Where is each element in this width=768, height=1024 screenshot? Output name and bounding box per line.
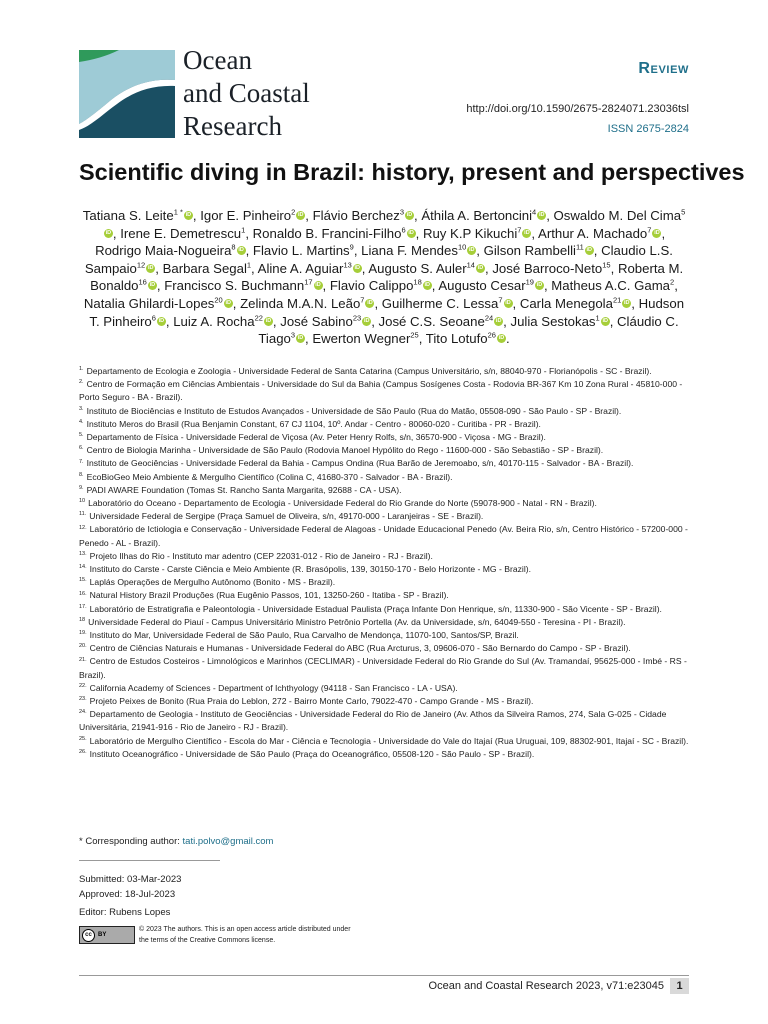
affiliation-item bbox=[79, 457, 689, 470]
corresponding-author bbox=[79, 836, 273, 847]
author-affiliation-number: 21 bbox=[612, 295, 622, 305]
affiliation-item bbox=[79, 550, 689, 563]
author-separator: , bbox=[353, 243, 362, 259]
author-separator: , bbox=[661, 225, 666, 241]
journal-name-line: Ocean bbox=[183, 45, 252, 75]
author bbox=[438, 278, 551, 293]
orcid-icon[interactable]: iD bbox=[363, 317, 370, 324]
author-separator: , bbox=[272, 313, 281, 329]
author bbox=[84, 296, 240, 311]
author-separator: , bbox=[155, 260, 163, 276]
affiliation-text: Departamento de Ecologia e Zoologia - Universidade Federal de Santa Catarina (Campus Universitário, s/n, 88040-970 - Florianópolis - SC - Brazil). bbox=[86, 366, 652, 376]
orcid-icon[interactable]: iD bbox=[469, 247, 475, 254]
orcid-icon[interactable]: iD bbox=[298, 212, 304, 218]
submitted-date: Submitted: 03-Mar-2023 bbox=[79, 874, 182, 885]
author-affiliation-number: 7 bbox=[517, 225, 522, 235]
affiliation-number: 24. bbox=[79, 709, 87, 716]
author-affiliation-number: 23 bbox=[352, 313, 362, 323]
affiliation-item bbox=[79, 365, 689, 378]
affiliation-number: 20. bbox=[79, 643, 87, 650]
affiliation-item bbox=[79, 695, 689, 708]
author-affiliation-number: 17 bbox=[304, 277, 313, 287]
author-affiliation-number: 1 * bbox=[173, 207, 183, 217]
author bbox=[492, 261, 618, 276]
author-separator: , bbox=[610, 260, 618, 276]
orcid-icon[interactable]: iD bbox=[147, 264, 154, 271]
affiliation-number: 22. bbox=[79, 683, 87, 690]
affiliation-text: Centro de Formação em Ciências Ambientais - Universidade do Sul da Bahia (Campus Sosígenes Costa - Rodovia BR-367 Km 10 Zona Rural - 45810-000 - Porto Seguro - BA - Brazil). bbox=[79, 379, 683, 403]
author-affiliation-number: 24 bbox=[484, 313, 494, 323]
corresponding-email-link[interactable]: tati.polvo@gmail.com bbox=[182, 836, 274, 847]
affiliation-text: Departamento de Física - Universidade Federal de Viçosa (Av. Peter Henry Rolfs, s/n, 36570-900 - Viçosa - MG - Brazil). bbox=[86, 432, 546, 443]
doi-link[interactable]: http://doi.org/10.1590/2675-2824071.23036tsl bbox=[466, 103, 689, 115]
author-separator: , bbox=[322, 278, 330, 294]
author bbox=[164, 278, 330, 293]
orcid-icon[interactable]: iD bbox=[238, 247, 244, 254]
affiliation-item bbox=[79, 603, 689, 616]
license-text bbox=[139, 925, 379, 946]
author-separator: , bbox=[609, 313, 618, 329]
author-separator: , bbox=[431, 278, 439, 294]
author-affiliation-number: 2 bbox=[670, 277, 675, 287]
author-name: Luiz A. Rocha bbox=[173, 313, 255, 329]
affiliation-number: 17. bbox=[79, 603, 87, 610]
author bbox=[280, 314, 378, 329]
orcid-icon[interactable]: iD bbox=[406, 212, 413, 218]
affiliation-text: Laboratório de Mergulho Científico - Escola do Mar - Ciência e Tecnologia - Universidade do Vale do Itajaí (Rua Uruguai, 109, 88302-901, Itajaí - SC - Brazil). bbox=[89, 735, 689, 746]
license-line: © 2023 The authors. This is an open access article distributed under bbox=[139, 926, 351, 933]
author-name: Carla Menegola bbox=[519, 295, 613, 311]
orcid-icon[interactable]: iD bbox=[315, 282, 321, 289]
affiliation-number: 11. bbox=[79, 511, 87, 518]
affiliation-text: Laboratório de Ictiologia e Conservação - Universidade Federal de Alagoas - Unidade Educacional Penedo (Av. Beira Rio, s/n, Centro Histórico - 57200-000 - Penedo - AL - Brazil). bbox=[79, 524, 688, 548]
issn: ISSN 2675-2824 bbox=[607, 123, 689, 135]
author-separator: . bbox=[505, 331, 510, 347]
affiliation-text: Laplás Operações de Mergulho Autônomo (Bonito - MS - Brazil). bbox=[89, 577, 336, 588]
author-affiliation-number: 25 bbox=[410, 330, 419, 340]
author-name: Ruy K.P Kikuchi bbox=[422, 225, 518, 241]
author-name: Flávio Berchez bbox=[312, 208, 400, 223]
author-name: Tatiana S. Leite bbox=[82, 208, 174, 223]
affiliation-item bbox=[79, 405, 689, 418]
affiliation-item bbox=[79, 484, 689, 497]
author-name: Rodrigo Maia-Nogueira bbox=[95, 243, 232, 259]
author bbox=[253, 243, 361, 258]
affiliation-number: 16. bbox=[79, 590, 87, 597]
affiliation-item bbox=[79, 655, 689, 681]
author-separator: , bbox=[418, 331, 426, 347]
orcid-icon[interactable]: iD bbox=[149, 282, 156, 289]
orcid-icon[interactable]: iD bbox=[105, 229, 112, 236]
affiliation-number: 18 bbox=[79, 617, 86, 623]
affiliation-list bbox=[79, 365, 689, 761]
journal-logo bbox=[79, 50, 175, 138]
author bbox=[163, 261, 258, 276]
affiliation-text: Instituto de Geociências - Universidade Federal da Bahia - Campus Ondina (Rua Barão de Jeremoabo, s/n, 40170-115 - Salvador - BA - Brazil). bbox=[86, 458, 634, 469]
affiliation-item bbox=[79, 378, 689, 404]
author-separator: , bbox=[232, 295, 241, 311]
affiliation-number: 13. bbox=[79, 550, 87, 557]
author-separator: , bbox=[484, 260, 493, 276]
author-separator: , bbox=[245, 225, 253, 241]
affiliation-item bbox=[79, 444, 689, 457]
author-separator: , bbox=[546, 208, 554, 223]
affiliation-text: Universidade Federal de Sergipe (Praça Samuel de Oliveira, s/n, 49170-000 - Laranjeiras - SE - Brazil). bbox=[89, 511, 484, 522]
author bbox=[421, 208, 553, 223]
license-line: the terms of the Creative Commons license. bbox=[139, 936, 276, 944]
author-name: José C.S. Seoane bbox=[378, 313, 485, 329]
author-affiliation-number: 10 bbox=[457, 242, 467, 252]
affiliation-item bbox=[79, 523, 689, 549]
article-dates bbox=[79, 872, 181, 902]
affiliation-item bbox=[79, 642, 689, 655]
orcid-icon[interactable]: iD bbox=[538, 212, 545, 218]
author-name: Flavio Calippo bbox=[329, 278, 414, 294]
article-title: Scientific diving in Brazil: history, present and perspectives bbox=[79, 159, 745, 185]
by-icon: BY bbox=[98, 932, 107, 938]
author-affiliation-number: 19 bbox=[525, 277, 534, 287]
author bbox=[520, 296, 639, 311]
affiliation-text: Natural History Brazil Produções (Rua Eugênio Passos, 101, 13250-260 - Itatiba - SP - Brazil). bbox=[89, 590, 449, 601]
orcid-icon[interactable]: iD bbox=[408, 229, 414, 236]
orcid-icon[interactable]: iD bbox=[586, 247, 593, 254]
author-affiliation-number: 5 bbox=[681, 207, 686, 217]
author-name: Guilherme C. Lessa bbox=[381, 295, 499, 311]
author-affiliation-number: 16 bbox=[138, 277, 147, 287]
orcid-icon[interactable]: iD bbox=[624, 299, 630, 306]
author-separator: , bbox=[674, 278, 678, 294]
cc-by-badge[interactable] bbox=[79, 926, 135, 944]
affiliation-number: 2. bbox=[79, 379, 84, 386]
affiliation-item bbox=[79, 471, 689, 484]
author-separator: , bbox=[631, 295, 639, 311]
author-name: Cláudio C. Tiago bbox=[258, 313, 679, 347]
author-name: Arthur A. Machado bbox=[538, 225, 648, 241]
section-label: Review bbox=[638, 60, 689, 77]
affiliation-item bbox=[79, 682, 689, 695]
affiliation-text: California Academy of Sciences - Department of Ichthyology (94118 - San Francisco - LA - USA). bbox=[89, 682, 458, 693]
orcid-icon[interactable]: iD bbox=[225, 299, 231, 306]
author-separator: , bbox=[245, 243, 253, 259]
author bbox=[253, 226, 423, 241]
editor: Editor: Rubens Lopes bbox=[79, 907, 171, 918]
affiliation-number: 21. bbox=[79, 656, 87, 663]
affiliation-text: Instituto do Mar, Universidade Federal de São Paulo, Rua Carvalho de Mendonça, 11070-100, Santos/SP, Brazil. bbox=[89, 630, 519, 641]
author-affiliation-number: 4 bbox=[532, 207, 537, 217]
affiliation-number: 8. bbox=[79, 471, 84, 478]
author-affiliation-number: 7 bbox=[647, 225, 652, 235]
author-affiliation-number: 7 bbox=[498, 295, 503, 305]
author-affiliation-number: 26 bbox=[487, 330, 496, 340]
author-affiliation-number: 7 bbox=[360, 295, 365, 305]
author-name: Ronaldo B. Francini-Filho bbox=[252, 225, 402, 241]
page-number: 1 bbox=[670, 978, 689, 994]
author bbox=[538, 226, 665, 241]
author-name: Gilson Rambelli bbox=[483, 243, 576, 259]
author-name: Natalia Ghilardi-Lopes bbox=[83, 295, 215, 311]
author-affiliation-number: 12 bbox=[136, 260, 146, 270]
author-name: Flavio L. Martins bbox=[252, 243, 350, 259]
orcid-icon[interactable]: iD bbox=[185, 212, 192, 218]
author-separator: , bbox=[503, 313, 511, 329]
author bbox=[368, 261, 492, 276]
affiliation-number: 5. bbox=[79, 432, 84, 439]
affiliation-text: Departamento de Geologia - Instituto de Geociências - Universidade Federal do Rio de Janeiro (Av. Athos da Silveira Ramos, 274, Sala G-025 - Cidade Universitária, 21941-916 - Rio de Janeiro - RJ - Brazil). bbox=[79, 709, 667, 733]
affiliation-number: 4. bbox=[79, 418, 84, 425]
affiliation-item bbox=[79, 708, 689, 734]
author-affiliation-number: 1 bbox=[241, 225, 246, 235]
author-affiliation-number: 15 bbox=[602, 260, 611, 270]
author-separator: , bbox=[415, 225, 423, 241]
affiliation-number: 15. bbox=[79, 577, 87, 584]
author-separator: , bbox=[192, 208, 201, 223]
author-affiliation-number: 9 bbox=[349, 242, 354, 252]
affiliation-text: Instituto do Carste - Carste Ciência e Meio Ambiente (R. Brasópolis, 139, 30150-170 - Belo Horizonte - MG - Brazil). bbox=[89, 564, 531, 575]
author-affiliation-number: 8 bbox=[231, 242, 236, 252]
affiliation-text: Instituto Meros do Brasil (Rua Benjamin Constant, 67 CJ 1104, 10º. Andar - Centro - 80060-020 - Curitiba - PR - Brazil). bbox=[86, 418, 541, 429]
affiliation-text: Projeto Peixes de Bonito (Rua Praia do Leblon, 272 - Bairro Monte Carlo, 79022-470 - Campo Grande - MS - Brazil). bbox=[89, 696, 534, 707]
author-affiliation-number: 1 bbox=[246, 260, 252, 270]
author-name: José Sabino bbox=[280, 313, 353, 329]
orcid-icon[interactable]: iD bbox=[297, 335, 304, 342]
orcid-icon[interactable]: iD bbox=[158, 317, 165, 324]
author-affiliation-number: 20 bbox=[214, 295, 223, 305]
author bbox=[83, 208, 200, 223]
author-name: Irene E. Demetrescu bbox=[120, 225, 242, 241]
affiliation-item bbox=[79, 589, 689, 602]
author bbox=[120, 226, 252, 241]
affiliation-item bbox=[79, 497, 689, 510]
orcid-icon[interactable]: iD bbox=[495, 317, 502, 324]
orcid-icon[interactable]: iD bbox=[367, 299, 373, 306]
author-name: Claudio L.S. Sampaio bbox=[84, 243, 673, 276]
affiliation-item bbox=[79, 510, 689, 523]
orcid-icon[interactable]: iD bbox=[505, 299, 511, 306]
cc-icon: cc bbox=[82, 929, 95, 942]
author-separator: , bbox=[531, 225, 539, 241]
author-separator: , bbox=[156, 278, 165, 294]
author-separator: , bbox=[476, 243, 484, 259]
author bbox=[330, 278, 439, 293]
orcid-icon[interactable]: iD bbox=[524, 229, 530, 236]
affiliation-number: 14. bbox=[79, 564, 87, 571]
affiliation-number: 9. bbox=[79, 484, 84, 491]
author bbox=[240, 296, 382, 311]
footer-divider bbox=[79, 975, 689, 976]
journal-name-line: Research bbox=[183, 111, 282, 141]
orcid-icon[interactable]: iD bbox=[354, 264, 361, 271]
divider bbox=[79, 860, 220, 861]
author-name: Oswaldo M. Del Cima bbox=[553, 208, 682, 223]
orcid-icon[interactable]: iD bbox=[654, 229, 660, 236]
author bbox=[361, 243, 483, 258]
affiliation-number: 7. bbox=[79, 458, 84, 465]
author-name: Roberta M. Bonaldo bbox=[90, 260, 684, 294]
orcid-icon[interactable]: iD bbox=[602, 317, 608, 324]
affiliation-item bbox=[79, 431, 689, 444]
author bbox=[173, 314, 280, 329]
author-name: Aline A. Aguiar bbox=[257, 260, 344, 276]
affiliation-text: Centro de Estudos Costeiros - Limnológicos e Marinhos (CECLIMAR) - Universidade Federal do Rio Grande do Sul (Av. Tramandaí, 95625-000 - Imbé - RS - Brazil). bbox=[79, 656, 687, 680]
orcid-icon[interactable]: iD bbox=[498, 335, 505, 342]
footer-citation: Ocean and Coastal Research 2023, v71:e23045 bbox=[428, 980, 664, 992]
author-affiliation-number: 6 bbox=[151, 313, 156, 323]
journal-name bbox=[183, 44, 310, 143]
affiliation-item bbox=[79, 629, 689, 642]
author bbox=[379, 314, 511, 329]
orcid-icon[interactable]: iD bbox=[536, 282, 543, 289]
affiliation-number: 3. bbox=[79, 405, 84, 412]
author-name: José Barroco-Neto bbox=[492, 260, 603, 276]
approved-date: Approved: 18-Jul-2023 bbox=[79, 889, 176, 900]
author bbox=[484, 243, 601, 258]
affiliation-text: PADI AWARE Foundation (Tomas St. Rancho Santa Margarita, 92688 - CA - USA). bbox=[86, 484, 402, 495]
author-name: Igor E. Pinheiro bbox=[200, 208, 292, 223]
affiliation-text: Instituto de Biociências e Instituto de Estudos Avançados - Universidade de São Paulo (Rua do Matão, 05508-090 - São Paulo - SP - Brazil). bbox=[86, 405, 622, 416]
author-name: Francisco S. Buchmann bbox=[164, 278, 305, 294]
author-name: Barbara Segal bbox=[162, 260, 247, 276]
author-name: Hudson T. Pinheiro bbox=[89, 295, 685, 329]
author-separator: , bbox=[374, 295, 382, 311]
author-separator: , bbox=[361, 260, 369, 276]
author-separator: , bbox=[112, 225, 121, 241]
author-affiliation-number: 6 bbox=[401, 225, 406, 235]
author-separator: , bbox=[305, 208, 313, 223]
author bbox=[423, 226, 538, 241]
affiliation-item bbox=[79, 616, 689, 629]
affiliation-number: 6. bbox=[79, 445, 84, 452]
author-name: Zelinda M.A.N. Leão bbox=[240, 295, 361, 311]
author bbox=[258, 261, 369, 276]
author-affiliation-number: 11 bbox=[575, 242, 584, 252]
author-name: Julia Sestokas bbox=[510, 313, 596, 329]
author bbox=[382, 296, 520, 311]
orcid-icon[interactable]: iD bbox=[424, 282, 431, 289]
orcid-icon[interactable]: iD bbox=[477, 264, 484, 271]
author-affiliation-number: 3 bbox=[290, 330, 296, 340]
affiliation-text: Centro de Biologia Marinha - Universidade de São Paulo (Rodovia Manoel Hypólito do Rego - 11600-000 - São Sebastião - SP - Brazil). bbox=[86, 445, 604, 456]
author-separator: , bbox=[593, 243, 602, 259]
author-list bbox=[79, 207, 689, 348]
affiliation-text: Universidade Federal do Piauí - Campus Universitário Ministro Petrônio Portella (Av. da Universidade, s/n, 64049-550 - Teresina - PI - Brazil). bbox=[88, 616, 626, 627]
author bbox=[312, 331, 425, 346]
affiliation-text: EcoBioGeo Meio Ambiente & Mergulho Científico (Colina C, 41680-370 - Salvador - BA - Brazil). bbox=[86, 471, 453, 482]
author bbox=[313, 208, 422, 223]
author-affiliation-number: 18 bbox=[413, 277, 422, 287]
author-name: Tito Lotufo bbox=[425, 331, 488, 347]
author-name: Augusto S. Auler bbox=[368, 260, 467, 276]
author-separator: , bbox=[165, 313, 174, 329]
author-affiliation-number: 2 bbox=[291, 207, 296, 217]
affiliation-number: 12. bbox=[79, 524, 87, 531]
affiliation-number: 23. bbox=[79, 696, 87, 703]
affiliation-number: 19. bbox=[79, 630, 87, 637]
author-separator: , bbox=[371, 313, 379, 329]
author-name: Áthila A. Bertoncini bbox=[421, 208, 533, 223]
orcid-icon[interactable]: iD bbox=[265, 317, 272, 324]
author-name: Ewerton Wegner bbox=[312, 331, 411, 347]
author-affiliation-number: 22 bbox=[254, 313, 263, 323]
author-affiliation-number: 1 bbox=[595, 313, 600, 323]
author-name: Liana F. Mendes bbox=[361, 243, 458, 259]
journal-name-line: and Coastal bbox=[183, 78, 310, 108]
affiliation-item bbox=[79, 748, 689, 761]
author-name: Augusto Cesar bbox=[438, 278, 526, 294]
affiliation-item bbox=[79, 735, 689, 748]
corresponding-label: * Corresponding author: bbox=[79, 836, 180, 847]
author bbox=[200, 208, 312, 223]
author-separator: , bbox=[512, 295, 520, 311]
affiliation-text: Projeto Ilhas do Rio - Instituto mar adentro (CEP 22031-012 - Rio de Janeiro - RJ - Brazil). bbox=[89, 550, 433, 561]
affiliation-text: Laboratório do Oceano - Departamento de Ecologia - Universidade Federal do Rio Grande do Norte (59078-900 - Natal - RN - Brazil). bbox=[88, 498, 597, 509]
affiliation-text: Centro de Ciências Naturais e Humanas - Universidade Federal do ABC (Rua Arcturus, 3, 09606-070 - São Bernardo do Campo - SP - Brazil). bbox=[89, 643, 631, 654]
author bbox=[511, 314, 618, 329]
affiliation-number: 10 bbox=[79, 498, 86, 505]
author bbox=[551, 278, 678, 293]
author-separator: , bbox=[414, 208, 422, 223]
affiliation-number: 26. bbox=[79, 749, 87, 756]
affiliation-number: 25. bbox=[79, 735, 87, 742]
author-affiliation-number: 13 bbox=[343, 260, 352, 270]
author bbox=[426, 331, 510, 346]
affiliation-item bbox=[79, 563, 689, 576]
affiliation-text: Laboratório de Estratigrafia e Paleontologia - Universidade Estadual Paulista (Praça Infante Don Henrique, s/n, 11330-900 - São Vicente - SP - Brazil). bbox=[89, 603, 662, 614]
affiliation-number: 1. bbox=[79, 366, 84, 373]
author-separator: , bbox=[543, 278, 552, 294]
author-affiliation-number: 3 bbox=[399, 207, 405, 217]
author bbox=[95, 243, 253, 258]
author-separator: , bbox=[251, 260, 258, 276]
author-separator: , bbox=[305, 331, 313, 347]
author-affiliation-number: 14 bbox=[466, 260, 475, 270]
affiliation-item bbox=[79, 576, 689, 589]
affiliation-text: Instituto Oceanográfico - Universidade de São Paulo (Praça do Oceanográfico, 05508-120 - São Paulo - SP - Brazil). bbox=[89, 748, 535, 759]
author-name: Matheus A.C. Gama bbox=[551, 278, 671, 294]
affiliation-item bbox=[79, 418, 689, 431]
